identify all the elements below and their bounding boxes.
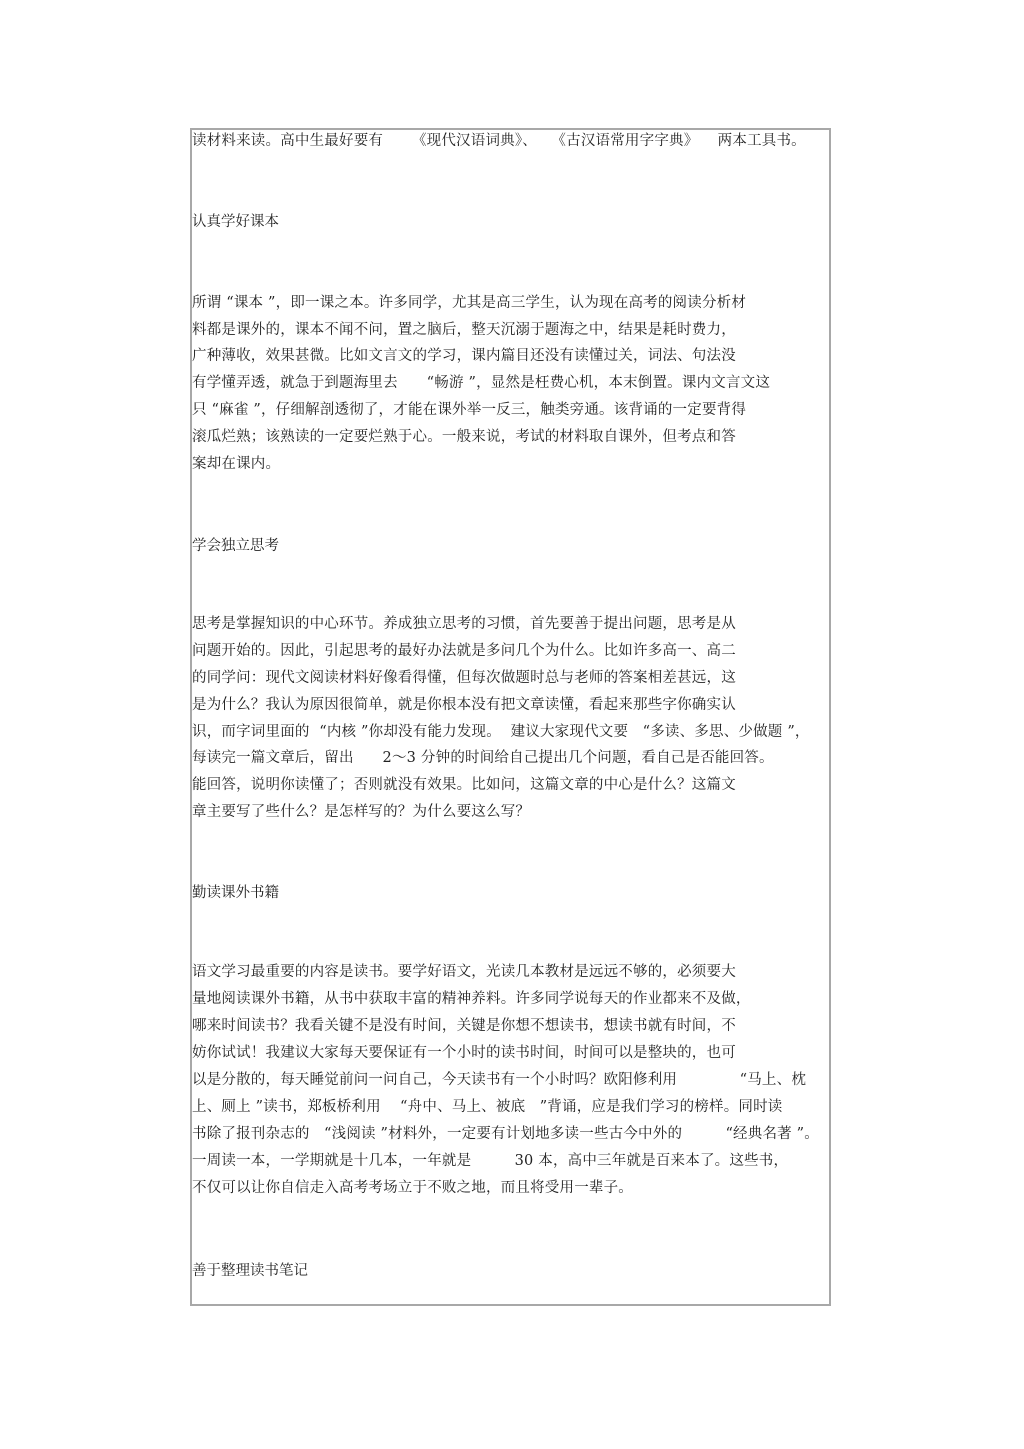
- section-heading-reading: 勤读课外书籍: [192, 885, 279, 901]
- section-heading-thinking: 学会独立思考: [192, 538, 279, 554]
- intro-line: 读材料来读。高中生最好要有 《现代汉语词典》、 《古汉语常用字字典》 两本工具书。: [192, 133, 806, 149]
- paragraph-line: 是为什么？我认为原因很简单，就是你根本没有把文章读懂，看起来那些字你确实认: [192, 697, 736, 713]
- paragraph-line: 料都是课外的，课本不闻不问，置之脑后，整天沉溺于题海之中，结果是耗时费力，: [192, 322, 736, 338]
- paragraph-line: 书除了报刊杂志的 “浅阅读 ”材料外，一定要有计划地多读一些古今中外的 “经典名著 ”。: [192, 1126, 819, 1142]
- paragraph-line: 每读完一篇文章后，留出 2～3 分钟的时间给自己提出几个问题，看自己是否能回答。: [192, 750, 774, 766]
- paragraph-line: 案却在课内。: [192, 456, 281, 472]
- paragraph-line: 的同学问：现代文阅读材料好像看得懂，但每次做题时总与老师的答案相差甚远，这: [192, 670, 736, 686]
- paragraph-line: 语文学习最重要的内容是读书。要学好语文，光读几本教材是远远不够的，必须要大: [192, 964, 736, 980]
- paragraph-line: 所谓 “课本 ”，即一课之本。许多同学，尤其是高三学生，认为现在高考的阅读分析材: [192, 295, 747, 311]
- paragraph-line: 以是分散的，每天睡觉前问一问自己，今天读书有一个小时吗？欧阳修利用 “马上、枕: [192, 1072, 807, 1088]
- paragraph-line: 不仅可以让你自信走入高考考场立于不败之地，而且将受用一辈子。: [192, 1180, 633, 1196]
- paragraph-line: 只 “麻雀 ”，仔细解剖透彻了，才能在课外举一反三，触类旁通。该背诵的一定要背得: [192, 402, 747, 418]
- paragraph-line: 识，而字词里面的 “内核 ”你却没有能力发现。 建议大家现代文要 “多读、多思、少做题 ”，: [192, 724, 810, 740]
- paragraph-line: 问题开始的。因此，引起思考的最好办法就是多问几个为什么。比如许多高一、高二: [192, 643, 736, 659]
- paragraph-line: 滚瓜烂熟；该熟读的一定要烂熟于心。一般来说，考试的材料取自课外，但考点和答: [192, 429, 736, 445]
- paragraph-line: 量地阅读课外书籍，从书中获取丰富的精神养料。许多同学说每天的作业都来不及做，: [192, 991, 751, 1007]
- paragraph-line: 思考是掌握知识的中心环节。养成独立思考的习惯，首先要善于提出问题，思考是从: [192, 616, 736, 632]
- paragraph-line: 能回答，说明你读懂了；否则就没有效果。比如问，这篇文章的中心是什么？这篇文: [192, 777, 736, 793]
- section-heading-textbook: 认真学好课本: [192, 214, 279, 230]
- section-heading-notes: 善于整理读书笔记: [192, 1263, 308, 1279]
- paragraph-line: 妨你试试！我建议大家每天要保证有一个小时的读书时间，时间可以是整块的，也可: [192, 1045, 736, 1061]
- paragraph-line: 哪来时间读书？我看关键不是没有时间，关键是你想不想读书，想读书就有时间，不: [192, 1018, 736, 1034]
- paragraph-line: 章主要写了些什么？是怎样写的？为什么要这么写？: [192, 804, 531, 820]
- paragraph-line: 上、厕上 ”读书，郑板桥利用 “舟中、马上、被底 ”背诵，应是我们学习的榜样。同时读: [192, 1099, 783, 1115]
- paragraph-line: 有学懂弄透，就急于到题海里去 “畅游 ”，显然是枉费心机，本末倒置。课内文言文这: [192, 375, 771, 391]
- paragraph-line: 一周读一本，一学期就是十几本，一年就是 30 本，高中三年就是百来本了。这些书，: [192, 1153, 789, 1169]
- paragraph-line: 广种薄收，效果甚微。比如文言文的学习，课内篇目还没有读懂过关，词法、句法没: [192, 348, 736, 364]
